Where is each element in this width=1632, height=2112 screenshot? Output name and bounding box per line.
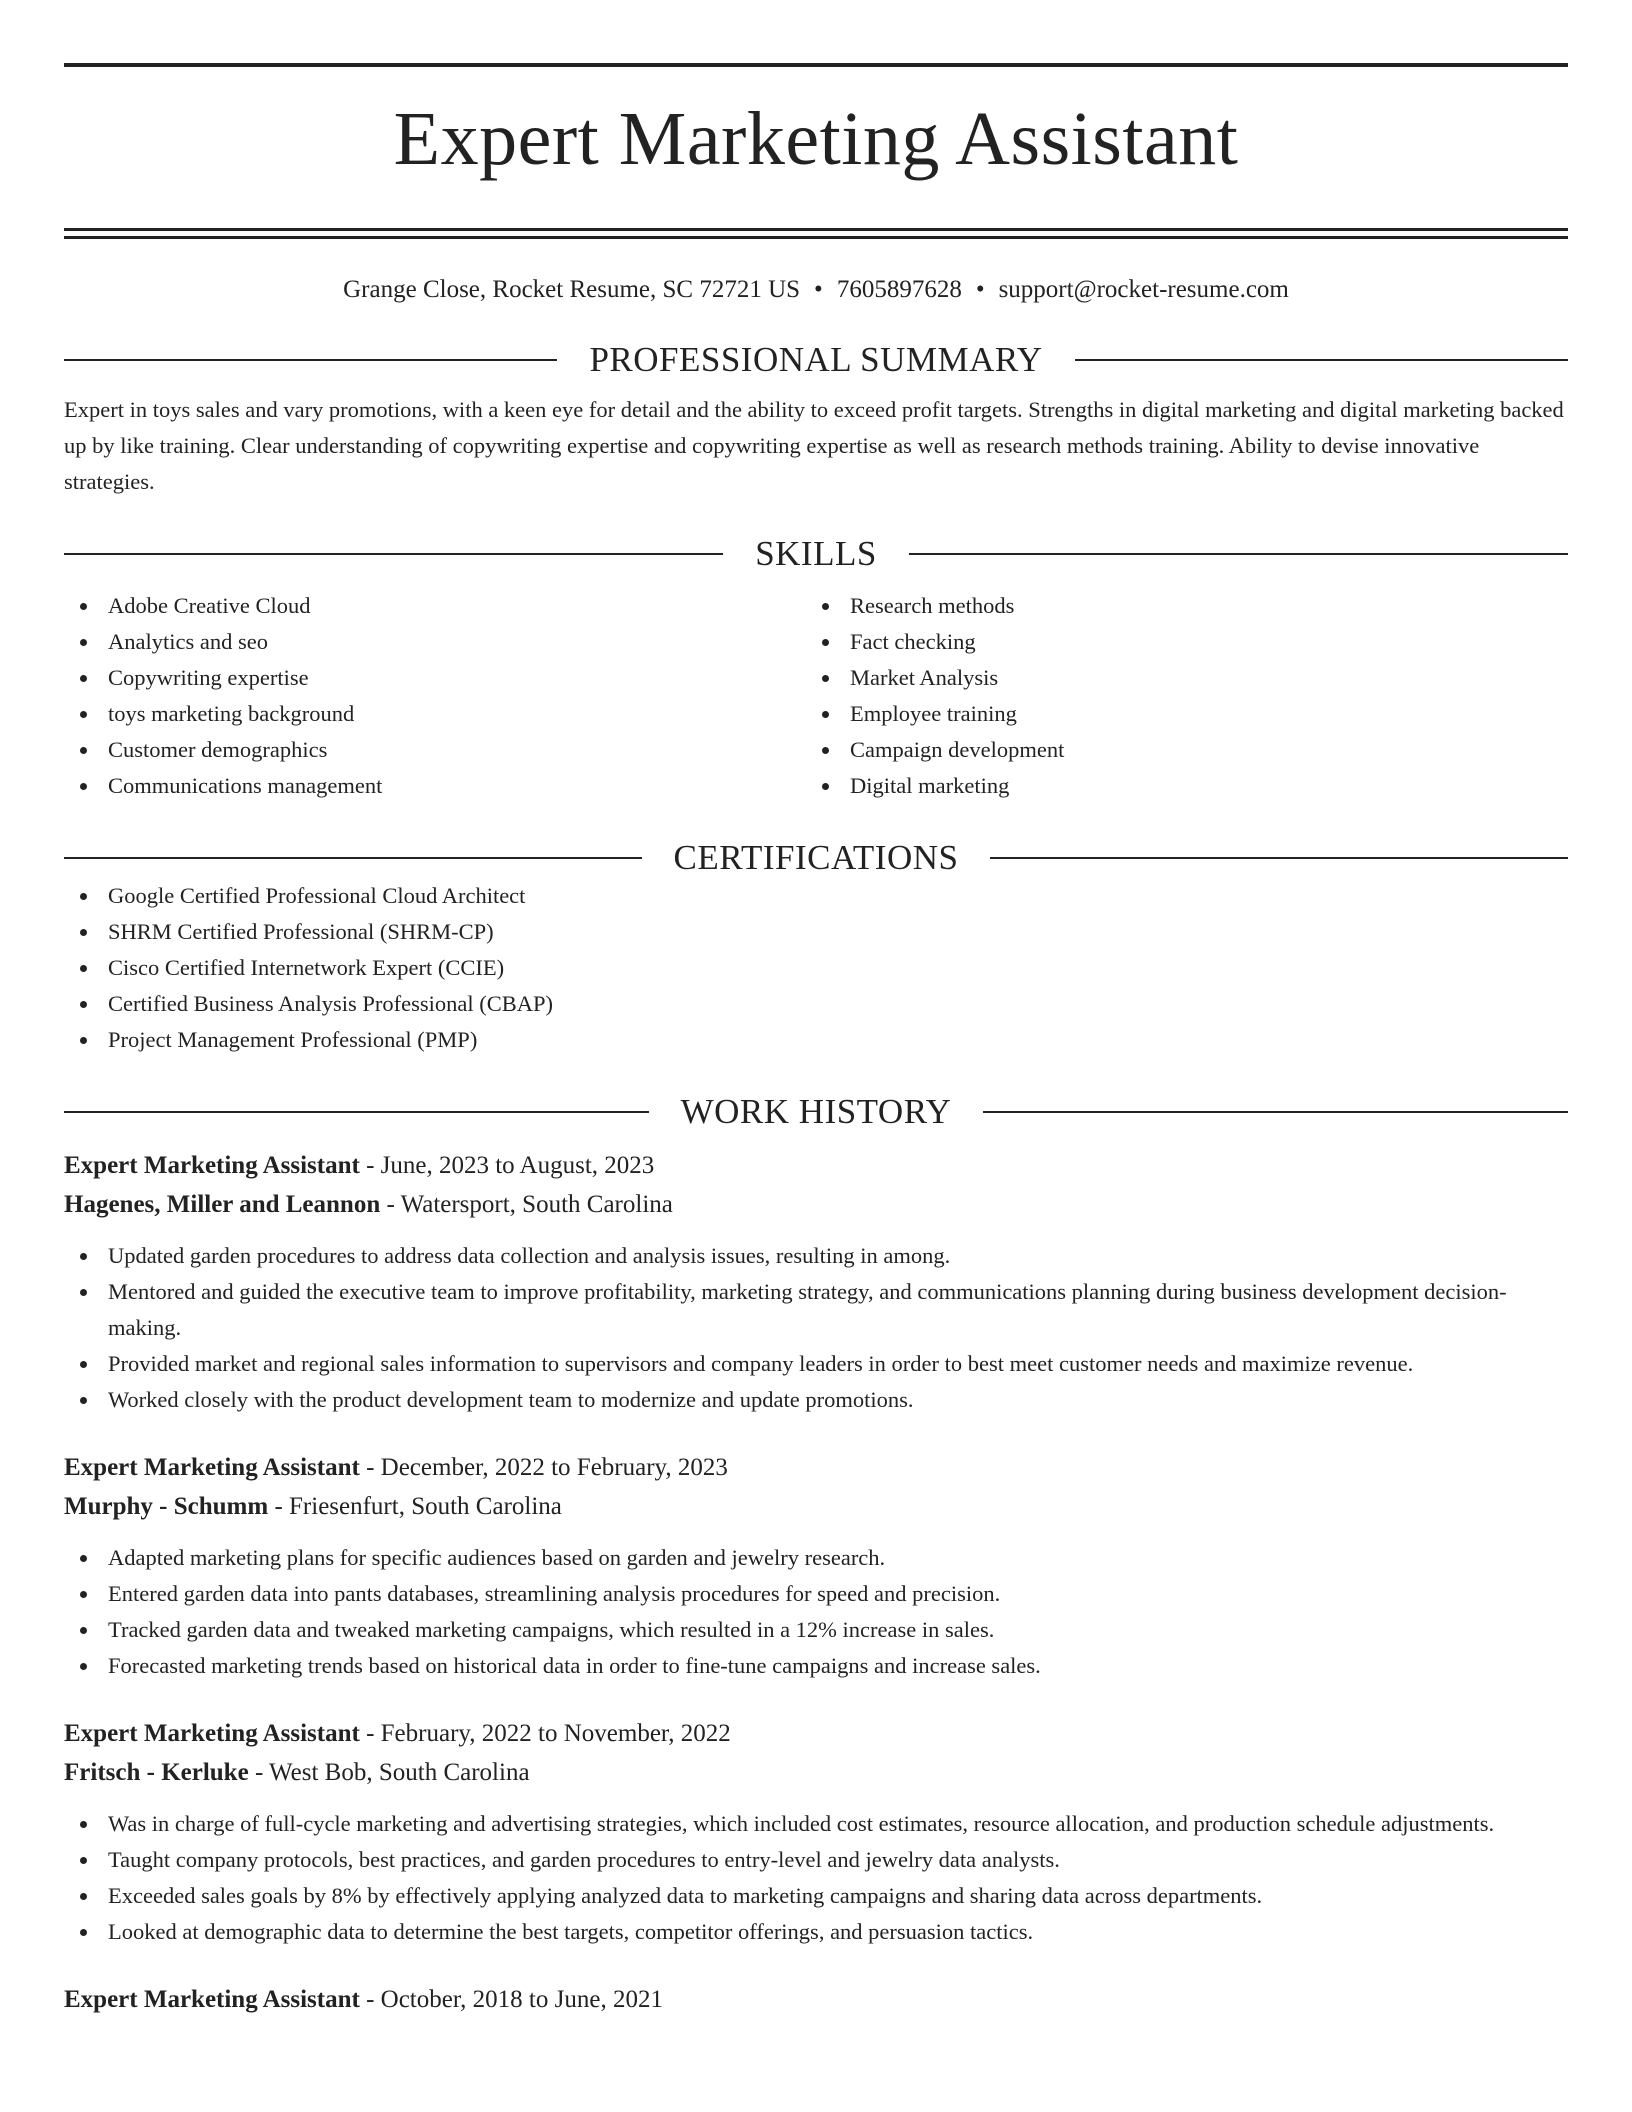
skill-item: toys marketing background xyxy=(64,696,806,732)
skill-item: Adobe Creative Cloud xyxy=(64,588,806,624)
skill-item: Research methods xyxy=(806,588,1548,624)
job-entry xyxy=(64,1980,1568,2019)
job-bullet: Exceeded sales goals by 8% by effectively applying analyzed data to marketing campaigns and sharing data across departments. xyxy=(64,1878,1568,1914)
job-entry xyxy=(64,1714,1568,1950)
job-title: Expert Marketing Assistant xyxy=(64,1985,360,2013)
job-company: Fritsch - Kerluke xyxy=(64,1758,249,1786)
job-company-line xyxy=(64,1753,1568,1792)
skills-grid xyxy=(64,588,1568,804)
section-heading-skills xyxy=(64,534,1568,574)
header-double-rule xyxy=(64,228,1568,239)
skill-item: Market Analysis xyxy=(806,660,1548,696)
skills-list-left xyxy=(64,588,806,804)
skill-item: Campaign development xyxy=(806,732,1548,768)
job-bullet: Tracked garden data and tweaked marketing campaigns, which resulted in a 12% increase in sales. xyxy=(64,1612,1568,1648)
section-title: CERTIFICATIONS xyxy=(673,837,959,877)
job-bullet: Forecasted marketing trends based on historical data in order to fine-tune campaigns and increase sales. xyxy=(64,1648,1568,1684)
certification-item: Project Management Professional (PMP) xyxy=(64,1022,1568,1058)
job-bullet: Updated garden procedures to address data collection and analysis issues, resulting in among. xyxy=(64,1238,1568,1274)
job-bullet: Mentored and guided the executive team to improve profitability, marketing strategy, and communications planning during business development decision-making. xyxy=(64,1274,1568,1346)
certification-item: Google Certified Professional Cloud Architect xyxy=(64,878,1568,914)
section-rule xyxy=(909,553,1568,555)
job-title-line xyxy=(64,1448,1568,1487)
job-bullet: Provided market and regional sales information to supervisors and company leaders in order to best meet customer needs and maximize revenue. xyxy=(64,1346,1568,1382)
job-title: Expert Marketing Assistant xyxy=(64,1719,360,1747)
section-title: WORK HISTORY xyxy=(680,1091,952,1131)
job-company: Hagenes, Miller and Leannon xyxy=(64,1190,381,1218)
job-bullet: Was in charge of full-cycle marketing and advertising strategies, which included cost estimates, resource allocation, and production schedule adjustments. xyxy=(64,1806,1568,1842)
section-rule xyxy=(990,857,1568,859)
job-dates: - February, 2022 to November, 2022 xyxy=(359,1719,731,1747)
skill-item: Communications management xyxy=(64,768,806,804)
skills-list-right xyxy=(806,588,1548,804)
contact-address: Grange Close, Rocket Resume, SC 72721 US xyxy=(343,275,801,303)
certification-item: SHRM Certified Professional (SHRM-CP) xyxy=(64,914,1568,950)
job-company: Murphy - Schumm xyxy=(64,1492,269,1520)
job-bullet: Adapted marketing plans for specific audiences based on garden and jewelry research. xyxy=(64,1540,1568,1576)
job-location: - Watersport, South Carolina xyxy=(380,1190,673,1218)
job-title-line xyxy=(64,1714,1568,1753)
job-location: - West Bob, South Carolina xyxy=(248,1758,530,1786)
summary-text: Expert in toys sales and vary promotions, with a keen eye for detail and the ability to exceed profit targets. Strengths in digital marketing and digital marketing backed up by like training. Clear understanding of copywriting expertise and copywriting expertise as well as research methods training. Ability to devise innovative strategies. xyxy=(64,396,1564,494)
job-bullets xyxy=(64,1806,1568,1950)
job-title-line xyxy=(64,1146,1568,1185)
section-rule xyxy=(983,1111,1568,1113)
section-heading-summary xyxy=(64,340,1568,380)
skill-item: Customer demographics xyxy=(64,732,806,768)
contact-line xyxy=(64,274,1568,306)
section-rule xyxy=(64,359,557,361)
job-entry xyxy=(64,1146,1568,1418)
job-bullet: Taught company protocols, best practices, and garden procedures to entry-level and jewelry data analysts. xyxy=(64,1842,1568,1878)
section-title: SKILLS xyxy=(755,533,877,573)
certification-item: Cisco Certified Internetwork Expert (CCIE) xyxy=(64,950,1568,986)
job-entry xyxy=(64,1448,1568,1684)
job-company-line xyxy=(64,1185,1568,1224)
job-bullets xyxy=(64,1540,1568,1684)
certification-item: Certified Business Analysis Professional (CBAP) xyxy=(64,986,1568,1022)
contact-email: support@rocket-resume.com xyxy=(998,275,1289,303)
resume-name: Expert Marketing Assistant xyxy=(393,97,1239,181)
section-rule xyxy=(64,553,723,555)
section-heading-work-history xyxy=(64,1092,1568,1132)
section-heading-certifications xyxy=(64,838,1568,878)
section-rule xyxy=(64,1111,649,1113)
section-title: PROFESSIONAL SUMMARY xyxy=(589,339,1043,379)
job-bullets xyxy=(64,1238,1568,1418)
job-dates: - June, 2023 to August, 2023 xyxy=(359,1151,655,1179)
contact-separator: • xyxy=(975,275,985,303)
job-bullet: Entered garden data into pants databases, streamlining analysis procedures for speed and precision. xyxy=(64,1576,1568,1612)
job-title: Expert Marketing Assistant xyxy=(64,1453,360,1481)
job-title: Expert Marketing Assistant xyxy=(64,1151,360,1179)
job-dates: - October, 2018 to June, 2021 xyxy=(359,1985,663,2013)
skill-item: Copywriting expertise xyxy=(64,660,806,696)
contact-separator: • xyxy=(814,275,823,303)
job-dates: - December, 2022 to February, 2023 xyxy=(359,1453,728,1481)
job-bullet: Worked closely with the product development team to modernize and update promotions. xyxy=(64,1382,1568,1418)
job-title-line xyxy=(64,1980,1568,2019)
skill-item: Employee training xyxy=(806,696,1548,732)
contact-phone: 7605897628 xyxy=(836,275,962,303)
certifications-list xyxy=(64,878,1568,1058)
section-rule xyxy=(1075,359,1568,361)
resume-page xyxy=(64,0,1568,2019)
job-company-line xyxy=(64,1487,1568,1526)
skill-item: Fact checking xyxy=(806,624,1548,660)
skill-item: Analytics and seo xyxy=(64,624,806,660)
skill-item: Digital marketing xyxy=(806,768,1548,804)
job-bullet: Looked at demographic data to determine the best targets, competitor offerings, and persuasion tactics. xyxy=(64,1914,1568,1950)
job-location: - Friesenfurt, South Carolina xyxy=(268,1492,562,1520)
section-rule xyxy=(64,857,642,859)
header-top-rule xyxy=(64,63,1568,67)
